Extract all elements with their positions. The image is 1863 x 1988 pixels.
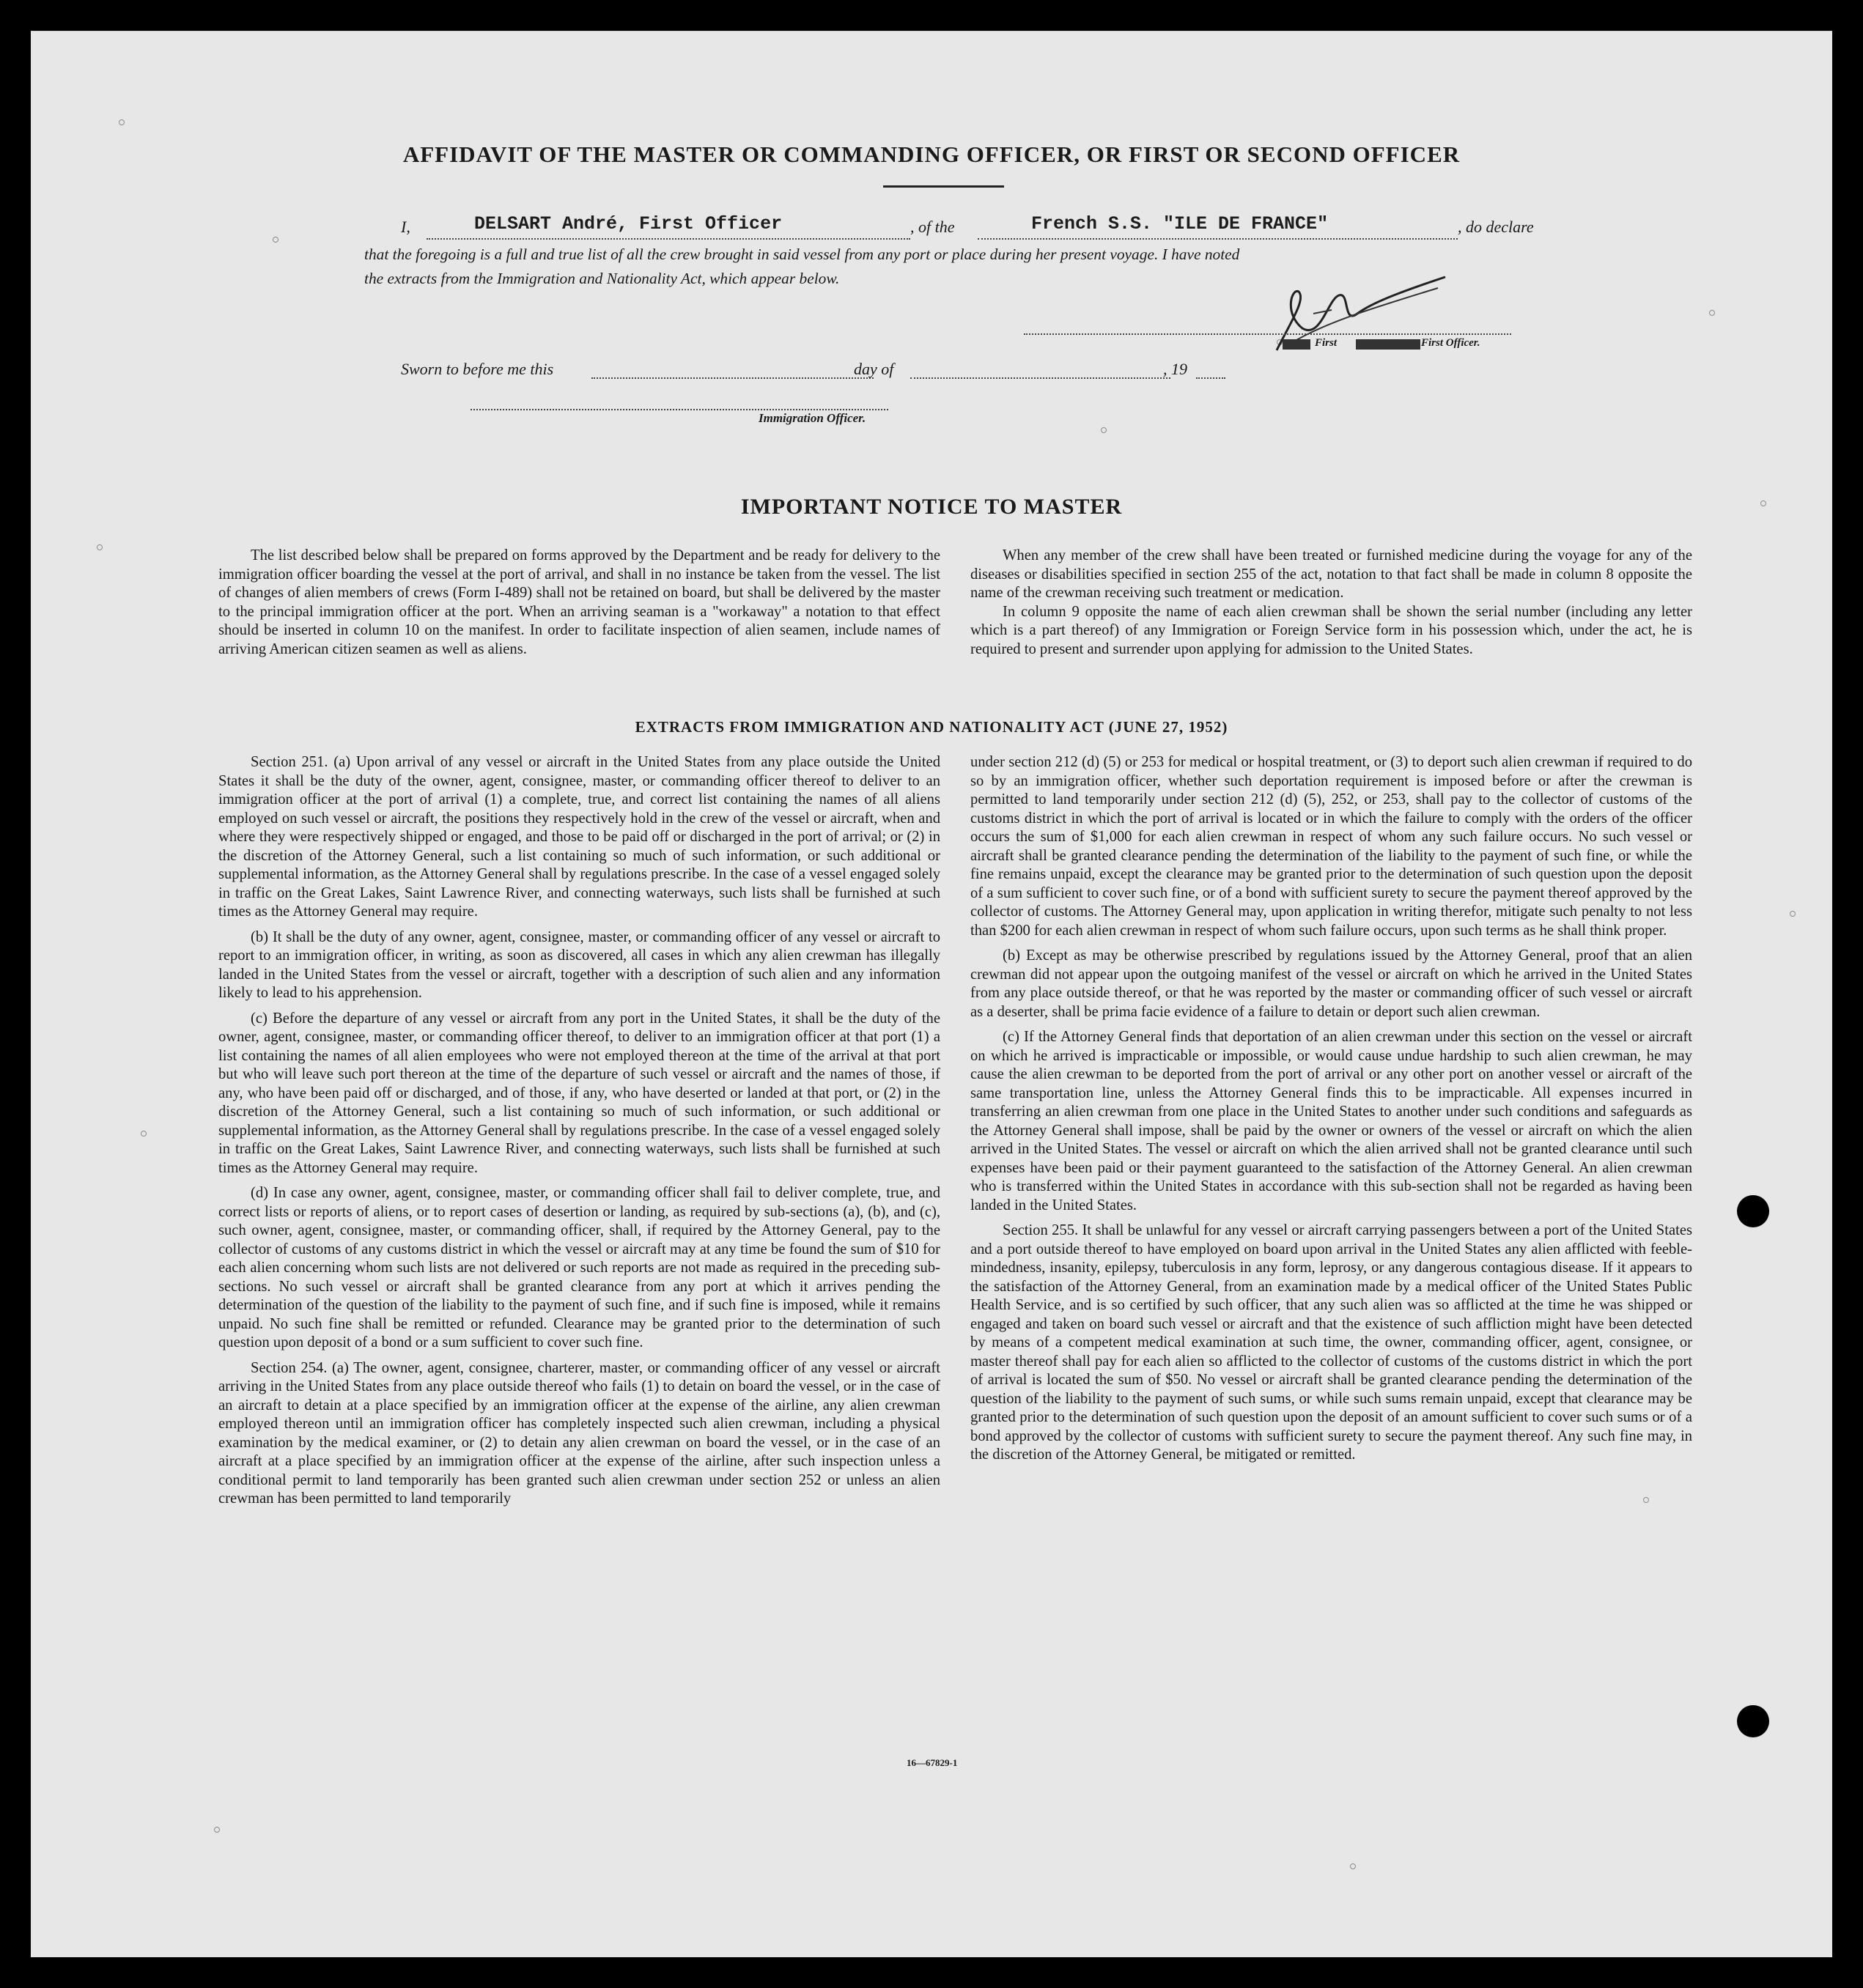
signer-title: First Officer.: [1421, 337, 1480, 349]
affidavit-body-line-2: the extracts from the Immigration and Nationality Act, which appear below.: [364, 270, 840, 287]
vessel-line: [978, 238, 1458, 240]
notice-right-column: [970, 547, 1692, 665]
notice-left-paragraph: The list described below shall be prepared on forms approved by the Department and be ready for delivery to the immigration officer boarding the vessel at the port of arrival, and shall in no instance be taken from the vessel. The list of changes of alien members of crews (Form I-489) shall not be retained on board, but shall be delivered by the master to the principal immigration officer at the port. When an arriving seaman is a "workaway" a notation to that effect should be inserted in column 10 on the manifest. In order to facilitate inspection of alien seamen, include names of arriving American citizen seamen as well as aliens.: [218, 547, 940, 657]
redacted-mark: [1283, 339, 1310, 350]
speck: [1709, 310, 1715, 316]
do-declare-label: , do declare: [1458, 218, 1534, 236]
speck: [1101, 427, 1107, 433]
month-line[interactable]: [910, 377, 1170, 379]
section-251-c: (c) Before the departure of any vessel or aircraft from any port in the United States, it shall be the duty of the owner, agent, consignee, master, or commanding officer thereof, to deliver to an immigration officer at that port (1) a list containing the names of all alien employees who were not employed thereon at the time of the arrival at that port but who will leave such port thereon at the time of the departure of such vessel or aircraft and the names of those, if any, who have been paid off or discharged, and of those, if any, who have deserted or landed at that port, or (2) in the discretion of the Attorney General, such a list containing so much of such information, or such additional or supplemental information, as the Attorney General shall by regulations prescribe. In the case of a vessel engaged solely in traffic on the Great Lakes, Saint Lawrence River, and connecting waterways, such lists shall be furnished at such times as the Attorney General may require.: [218, 1010, 940, 1176]
officer-signature: [1269, 270, 1460, 365]
speck: [97, 544, 103, 550]
section-254-a: Section 254. (a) The owner, agent, consignee, charterer, master, or commanding officer of any vessel or aircraft arriving in the United States from any place outside thereof who fails (1) to detain on board the vessel, or in the case of an aircraft to detain at a place specified by an immigration officer at the expense of the airline, any alien crewman employed thereon until an immigration officer has completely inspected such alien crewman, including a physical examination by the medical examiner, or (2) to detain any alien crewman on board the vessel, or in the case of an aircraft at a place specified by an immigration officer at the expense of the airline, after such inspection unless a conditional permit to land temporarily has been granted such alien crewman under section 252 or unless an alien crewman has been permitted to land temporarily: [218, 1359, 940, 1507]
extracts-right-column: [970, 753, 1692, 1471]
section-251-d: (d) In case any owner, agent, consignee, master, or commanding officer shall fail to deliver complete, true, and correct lists or reports of aliens, or to report cases of desertion or landing, as required by sub-sections (a), (b), and (c), such owner, agent, consignee, master, or commanding officer, shall, if required by the Attorney General, pay to the collector of customs of any customs district in which the vessel or aircraft may at any time be found the sum of $10 for each alien concerning whom such lists are not delivered or such reports are not made as required in the preceding sub-sections. No such vessel or aircraft shall be granted clearance from any port at which it arrives pending the determination of the question of the liability to the payment of such fine, and if such fine is imposed, while it remains unpaid. No such fine shall be remitted or refunded. Clearance may be granted prior to the determination of such question upon deposit of a bond or a sum sufficient to cover such fine.: [218, 1185, 940, 1350]
speck: [1643, 1497, 1649, 1503]
punch-hole: [1737, 1705, 1769, 1737]
affidavit-title: AFFIDAVIT OF THE MASTER OR COMMANDING OFFICER, OR FIRST OR SECOND OFFICER: [402, 141, 1461, 167]
form-page: [31, 31, 1832, 1957]
year-label: , 19: [1163, 360, 1187, 378]
vessel-name[interactable]: French S.S. "ILE DE FRANCE": [1031, 213, 1329, 234]
signature-line: [1024, 333, 1511, 335]
punch-hole: [1737, 1195, 1769, 1227]
day-of-label: day of: [854, 360, 894, 378]
notice-left-column: [218, 547, 940, 665]
officer-signature-line[interactable]: [471, 409, 888, 410]
speck: [119, 119, 125, 125]
declarant-name[interactable]: DELSART André, First Officer: [474, 213, 783, 234]
of-the-label: , of the: [910, 218, 955, 236]
section-251-b: (b) It shall be the duty of any owner, agent, consignee, master, or commanding officer of any vessel or aircraft to report to an immigration officer, in writing, as soon as discovered, all cases in which any alien crewman has illegally landed in the United States from the vessel or aircraft, together with a description of such alien and any information likely to lead to his apprehension.: [218, 928, 940, 1001]
section-254-c: (c) If the Attorney General finds that deportation of an alien crewman under this section on the vessel or aircraft on which he arrived is impracticable or impossible, or would cause undue hardship to such alien crewman, he may cause the alien crewman to be deported from the port of arrival or any other port on another vessel or aircraft of the same transportation line, unless the Attorney General finds this to be impracticable. All expenses incurred in transferring an alien crewman from one place in the United States to another under such conditions and safeguards as the Attorney General shall impose, shall be paid by the owner or owners of the vessel or aircraft on which the alien arrived in the United States. The vessel or aircraft on which the alien arrived shall not be granted clearance until such expenses have been paid or their payment guaranteed to the satisfaction of the Attorney General. An alien crewman who is transferred within the United States in accordance with this sub-section shall not be regarded as having been landed in the United States.: [970, 1029, 1692, 1213]
sworn-label: Sworn to before me this: [401, 360, 554, 378]
declarant-line: [427, 238, 910, 240]
title-rule: [883, 185, 1004, 188]
section-254-a-continued: under section 212 (d) (5) or 253 for medical or hospital treatment, or (3) to deport such alien crewman if required to do so by an immigration officer, whether such deportation requirement is imposed before or after the crewman is permitted to land temporarily under section 212 (d) (5), 252, or 253, shall pay to the collector of customs of the customs district in which the port of arrival is located or in which the failure to comply with the orders of the officer occurs the sum of $1,000 for each alien crewman in respect of whom any such failure occurs. No such vessel or aircraft shall be granted clearance pending the determination of the liability to the payment of such fine, or while the fine remains unpaid, except the clearance may be granted prior to the determination of such question upon the deposit of a sum sufficient to cover such fine, or of a bond with sufficient surety to secure the payment thereof approved by the collector of customs. The Attorney General may, upon application in writing therefor, mitigate such penalty to not less than $200 for each alien crewman in respect of whom such failure occurs, upon such terms as he shall think proper.: [970, 754, 1692, 939]
section-254-b: (b) Except as may be otherwise prescribed by regulations issued by the Attorney General, proof that an alien crewman did not appear upon the outgoing manifest of the vessel or aircraft on which he arrived in the United States from any place outside thereof, or that he was reported by the master or commanding officer of such vessel or aircraft as a deserter, shall be prima facie evidence of a failure to detain or deport such alien crewman.: [970, 947, 1692, 1020]
speck: [273, 237, 278, 243]
section-251-a: Section 251. (a) Upon arrival of any vessel or aircraft in the United States from any place outside the United States it shall be the duty of the owner, agent, consignee, master, or commanding officer thereof to deliver to an immigration officer at the port of arrival (1) a complete, true, and correct list containing the names of all aliens employed on such vessel or aircraft, the positions they respectively hold in the crew of the vessel or aircraft, when and where they were respectively shipped or engaged, and those to be paid off or discharged in the port of arrival; or (2) in the discretion of the Attorney General, such a list containing so much of such information, or such additional or supplemental information, as the Attorney General shall by regulations prescribe. In the case of a vessel engaged solely in traffic on the Great Lakes, Saint Lawrence River, and connecting waterways, such lists shall be furnished at such times as the Attorney General may require.: [218, 754, 940, 920]
speck: [214, 1827, 220, 1833]
speck: [1790, 911, 1796, 917]
affidavit-body-line-1: that the foregoing is a full and true list of all the crew brought in said vessel from any port or place during her present voyage. I have noted: [364, 245, 1240, 263]
year-line[interactable]: [1196, 377, 1225, 379]
extracts-title: EXTRACTS FROM IMMIGRATION AND NATIONALITY ACT (JUNE 27, 1952): [635, 718, 1228, 736]
notice-title: IMPORTANT NOTICE TO MASTER: [740, 495, 1123, 519]
redacted-mark: [1356, 339, 1420, 350]
section-255: Section 255. It shall be unlawful for any vessel or aircraft carrying passengers between a port of the United States and a port outside thereof to have employed on board upon arrival in the United States any alien afflicted with feeble-mindedness, insanity, epilepsy, tuberculosis in any form, leprosy, or any dangerous contagious disease. If it appears to the satisfaction of the Attorney General, from an examination made by a medical officer of the United States Public Health Service, and is so certified by such officer, that any such alien was so afflicted at the time he was shipped or engaged and taken on board such vessel or aircraft and that the existence of such affliction might have been detected by means of a competent medical examination at such time, the owner, commanding officer, agent, consignee, or master thereof shall pay for each alien so afflicted to the collector of customs of the customs district in which the port of arrival is located the sum of $50. No vessel or aircraft shall be granted clearance pending the determination of the question of the liability to the payment of such sums, or while such sums remain unpaid, except that clearance may be granted prior to the determination of such question upon the deposit of an amount sufficient to cover such sums or of a bond approved by the collector of customs with sufficient surety to secure the payment thereof. Any such fine may, in the discretion of the Attorney General, be mitigated or remitted.: [970, 1222, 1692, 1463]
speck: [141, 1131, 147, 1137]
immigration-officer-label: Immigration Officer.: [759, 411, 866, 425]
first-label: First: [1315, 337, 1338, 349]
speck: [1350, 1863, 1356, 1869]
notice-right-paragraph-1: When any member of the crew shall have been treated or furnished medicine during the voyage for any of the diseases or disabilities specified in section 255 of the act, notation to that fact shall be made in column 8 opposite the name of the crewman receiving such treatment or medication.: [970, 547, 1692, 601]
notice-right-paragraph-2: In column 9 opposite the name of each alien crewman shall be shown the serial number (including any letter which is a part thereof) of any Immigration or Foreign Service form in his possession which, under the act, he is required to present and surrender upon applying for admission to the United States.: [970, 603, 1692, 657]
extracts-left-column: [218, 753, 940, 1515]
sworn-date-line[interactable]: [591, 377, 874, 379]
form-number: 16—67829-1: [907, 1757, 958, 1768]
i-label: I,: [401, 218, 410, 236]
